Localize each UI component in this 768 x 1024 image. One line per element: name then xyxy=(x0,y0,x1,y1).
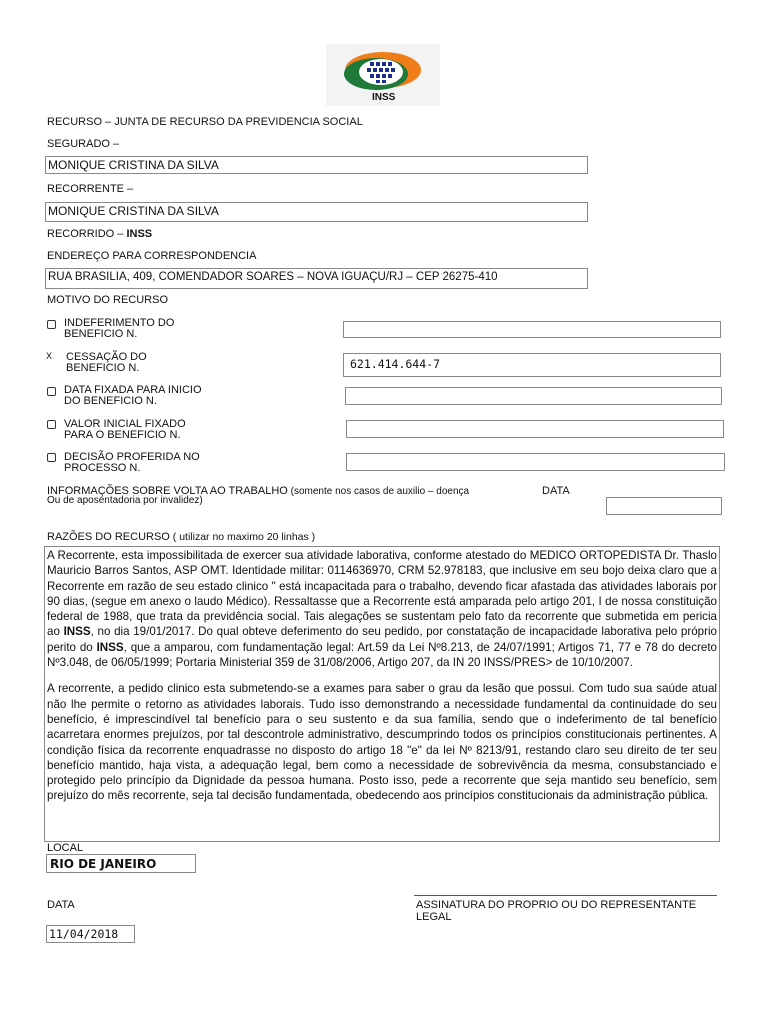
data-fixada-label-1: DATA FIXADA PARA INICIO xyxy=(64,384,202,396)
volta-label: INFORMAÇÕES SOBRE VOLTA AO TRABALHO xyxy=(47,485,288,497)
data-fixada-label-2: DO BENEFICIO N. xyxy=(64,395,157,407)
volta-data-label: DATA xyxy=(542,485,570,497)
segurado-label: SEGURADO – xyxy=(47,138,120,150)
indeferimento-beneficio-field[interactable] xyxy=(343,321,721,338)
local-label: LOCAL xyxy=(47,842,84,854)
recorrido-row xyxy=(47,228,152,240)
volta-data-field[interactable] xyxy=(606,497,722,515)
recorrente-label: RECORRENTE – xyxy=(47,183,134,195)
razoes-paragraph-1 xyxy=(47,548,717,670)
valor-inicial-label-1: VALOR INICIAL FIXADO xyxy=(64,418,186,430)
razoes-textarea[interactable] xyxy=(44,546,720,842)
local-field[interactable]: RIO DE JANEIRO xyxy=(46,854,196,873)
valor-inicial-checkbox[interactable] xyxy=(47,420,56,429)
recorrido-value: INSS xyxy=(126,228,153,240)
decisao-label-2: PROCESSO N. xyxy=(64,462,141,474)
razoes-label: RAZÕES DO RECURSO xyxy=(47,531,170,543)
assinatura-label-1: ASSINATURA DO PROPRIO OU DO REPRESENTANTE xyxy=(416,899,697,911)
recorrente-field[interactable]: MONIQUE CRISTINA DA SILVA xyxy=(45,202,588,222)
assinatura-label-2: LEGAL xyxy=(416,911,452,923)
volta-note-1: (somente nos casos de auxilio – doença xyxy=(287,486,470,497)
razoes-p1-e: , que a amparou, com fundamentação legal: Art.59 da Lei Nº8.213, de 24/07/1991; Artigos 71, 77 e 78 do decreto Nº3.048, de 06/05/1999; Portaria Ministerial 359 de 31/08/2006, Artigo 207, da IN 20 INSS/PRES> de 10/10/2007. xyxy=(47,640,718,670)
data-label: DATA xyxy=(47,899,75,911)
logo-text: INSS xyxy=(372,92,396,103)
decisao-processo-field[interactable] xyxy=(346,453,725,471)
razoes-p1-a: A Recorrente, esta impossibilitada de exercer sua atividade laborativa, conforme atestado do MEDICO ORTOPEDISTA Dr. Thaslo Mauricio Barros Santos, ASP OMT. Identidade militar: 0114636970, CRM 52.978183, que inclusive em seu bojo deixa claro que a Recorrente em razão de seu estado clinico " está incapacitada para o trabalho, devendo ficar afastada das atividades laborais por 90 dias, (segue em anexo o laudo Médico). Ressaltasse que a Recorrente está amparada pelo artigo 201, I de nossa constituição federal de 1988, que trata da previdência social. Tais alegações se sustentam pelo fato da recorrente que submetida em pericia ao xyxy=(47,549,717,639)
segurado-field[interactable]: MONIQUE CRISTINA DA SILVA xyxy=(45,156,588,174)
razoes-p1-inss-2: INSS xyxy=(96,640,124,654)
indeferimento-label-2: BENEFICIO N. xyxy=(64,328,138,340)
signature-line[interactable] xyxy=(414,895,717,896)
razoes-p1-c: , no dia 19/01/2017. Do qual obteve deferimento do seu pedido, por constatação de incapacidade laborativa pelo próprio perito do xyxy=(47,625,717,654)
motivo-label: MOTIVO DO RECURSO xyxy=(47,294,169,306)
valor-inicial-beneficio-field[interactable] xyxy=(346,420,724,438)
cessacao-label-2: BENEFICIO N. xyxy=(66,362,140,374)
data-field[interactable]: 11/04/2018 xyxy=(46,925,135,943)
decisao-checkbox[interactable] xyxy=(47,453,56,462)
volta-note-2: Ou de aposentadoria por invalidez) xyxy=(47,495,203,506)
indeferimento-label-1: INDEFERIMENTO DO xyxy=(64,317,175,329)
razoes-note: ( utilizar no maximo 20 linhas ) xyxy=(169,531,316,543)
razoes-paragraph-2: A recorrente, a pedido clinico esta submetendo-se a exames para saber o grau da lesão que possui. Com tudo sua saúde atual não lhe permite o retorno as atividades laborais. Tudo isso demonstrando a necessidade fundamental da continuidade do seu benefício, é imprescindível tal benefício para o seu sustento e da sua família, sendo que o indeferimento de tal benefício acarretara enormes prejuízos, por tal descontrole administrativo, descumprindo todos os princípios constitucionais pertinentes. A condição física da recorrente enquadrasse no disposto do artigo 18 "e" da lei Nº 8213/91, restando claro seu direito de ter seu benefício mantido, haja vista, a adequação legal, bem como a necessidade de sobrevivência da mesma, consubstanciado e protegido pelo princípio da Dignidade da pessoa humana. Posto isso, pede a recorrente que seja mantido seu benefício, sem prejuízo do mês recorrente, seja tal decisão fundamentada, obedecendo aos princípios constitucionais da administração pública. xyxy=(47,682,717,803)
decisao-label-1: DECISÃO PROFERIDA NO xyxy=(64,451,200,463)
cessacao-beneficio-field[interactable]: 621.414.644-7 xyxy=(343,353,721,377)
data-fixada-beneficio-field[interactable] xyxy=(345,387,722,405)
form-title: RECURSO – JUNTA DE RECURSO DA PREVIDENCIA SOCIAL xyxy=(47,116,363,128)
endereco-label: ENDEREÇO PARA CORRESPONDENCIA xyxy=(47,250,257,262)
razoes-row xyxy=(47,531,315,543)
indeferimento-checkbox[interactable] xyxy=(47,320,56,329)
cessacao-label-1: CESSAÇÃO DO xyxy=(66,351,147,363)
recorrido-label: RECORRIDO – xyxy=(47,228,127,240)
cessacao-checkbox[interactable]: X xyxy=(46,351,53,361)
data-fixada-checkbox[interactable] xyxy=(47,387,56,396)
endereco-field[interactable]: RUA BRASILIA, 409, COMENDADOR SOARES – NOVA IGUAÇU/RJ – CEP 26275-410 xyxy=(45,268,588,289)
inss-logo xyxy=(326,44,440,106)
razoes-p1-inss-1: INSS xyxy=(63,625,91,639)
valor-inicial-label-2: PARA O BENEFICIO N. xyxy=(64,429,181,441)
